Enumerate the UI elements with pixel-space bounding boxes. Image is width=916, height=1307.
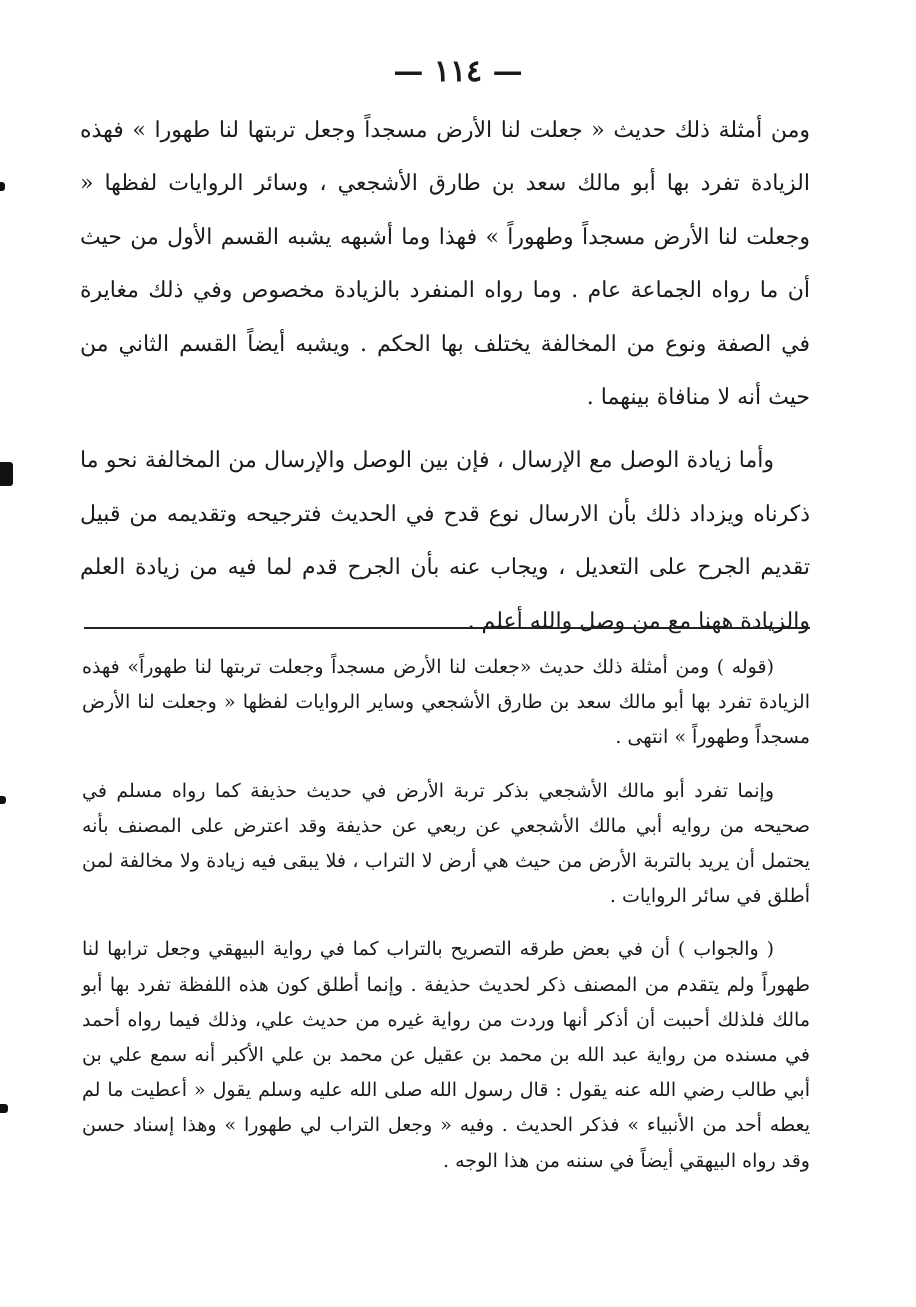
page-number: — ١١٤ — [393, 54, 523, 89]
main-paragraph-1: ومن أمثلة ذلك حديث « جعلت لنا الأرض مسجداً وجعل تربتها لنا طهورا » فهذه الزيادة تفرد بها أبو مالك سعد بن طارق الأشجعي ، وسائر الروايات لفظها « وجعلت لنا الأرض مسجداً وطهوراً » فهذا وما أشبهه يشبه القسم الأول من حيث أن ما رواه الجماعة عام . وما رواه المنفرد بالزيادة مخصوص وفي ذلك مغايرة في الصفة ونوع من المخالفة يختلف بها الحكم . ويشبه أيضاً القسم الثاني من حيث أنه لا منافاة بينهما . [80, 118, 810, 411]
commentary-paragraph-2: وإنما تفرد أبو مالك الأشجعي بذكر تربة الأرض في حديث حذيفة كما رواه مسلم في صحيحه من روايه أبي مالك الأشجعي عن ربعي عن حذيفة وقد اعترض على المصنف بأنه يحتمل أن يريد بالتربة الأرض من حيث هي أرض لا التراب ، فلا يبقى فيه زيادة ولا مخالفة لمن أطلق في سائر الروايات . [82, 779, 810, 908]
margin-mark [0, 462, 13, 486]
margin-mark [0, 1104, 8, 1113]
commentary-paragraph-1: (قوله ) ومن أمثلة ذلك حديث «جعلت لنا الأرض مسجداً وجعلت تربتها لنا طهوراً» فهذه الزيادة تفرد بها أبو مالك سعد بن طارق الأشجعي وساير الروايات لفظها « وجعلت لنا الأرض مسجداً وطهوراً » انتهى . [82, 656, 810, 749]
margin-mark [0, 182, 5, 191]
margin-mark [0, 796, 6, 804]
footnote-separator [84, 627, 810, 629]
commentary-paragraph-3: ( والجواب ) أن في بعض طرقه التصريح بالتراب كما في رواية البيهقي وجعل ترابها لنا طهوراً ولم يتقدم من المصنف ذكر لحديث حذيفة . وإنما أطلق كون هذه اللفظة تفرد بها أبو مالك فلذلك أحببت أن أذكر أنها وردت من رواية غيره من حديث علي، وذلك فيما رواه أحمد في مسنده من رواية عبد الله بن محمد بن عقيل عن محمد بن علي الأكبر أنه سمع علي بن أبي طالب رضي الله عنه يقول : قال رسول الله صلى الله عليه وسلم يقول « أعطيت ما لم يعطه أحد من الأنبياء » فذكر الحديث . وفيه « وجعل التراب لي طهورا » وهذا إسناد حسن وقد رواه البيهقي أيضاً في سننه من هذا الوجه . [82, 938, 810, 1172]
main-text [80, 104, 810, 648]
main-paragraph-2: وأما زيادة الوصل مع الإرسال ، فإن بين الوصل والإرسال من المخالفة نحو ما ذكرناه ويزداد ذلك بأن الارسال نوع قدح في الحديث فترجيحه وتقديمه من قبيل تقديم الجرح على التعديل ، ويجاب عنه بأن الجرح قدم لما فيه من زيادة العلم والزيادة ههنا مع من وصل والله أعلم . [80, 448, 810, 634]
commentary-text [82, 650, 810, 1179]
